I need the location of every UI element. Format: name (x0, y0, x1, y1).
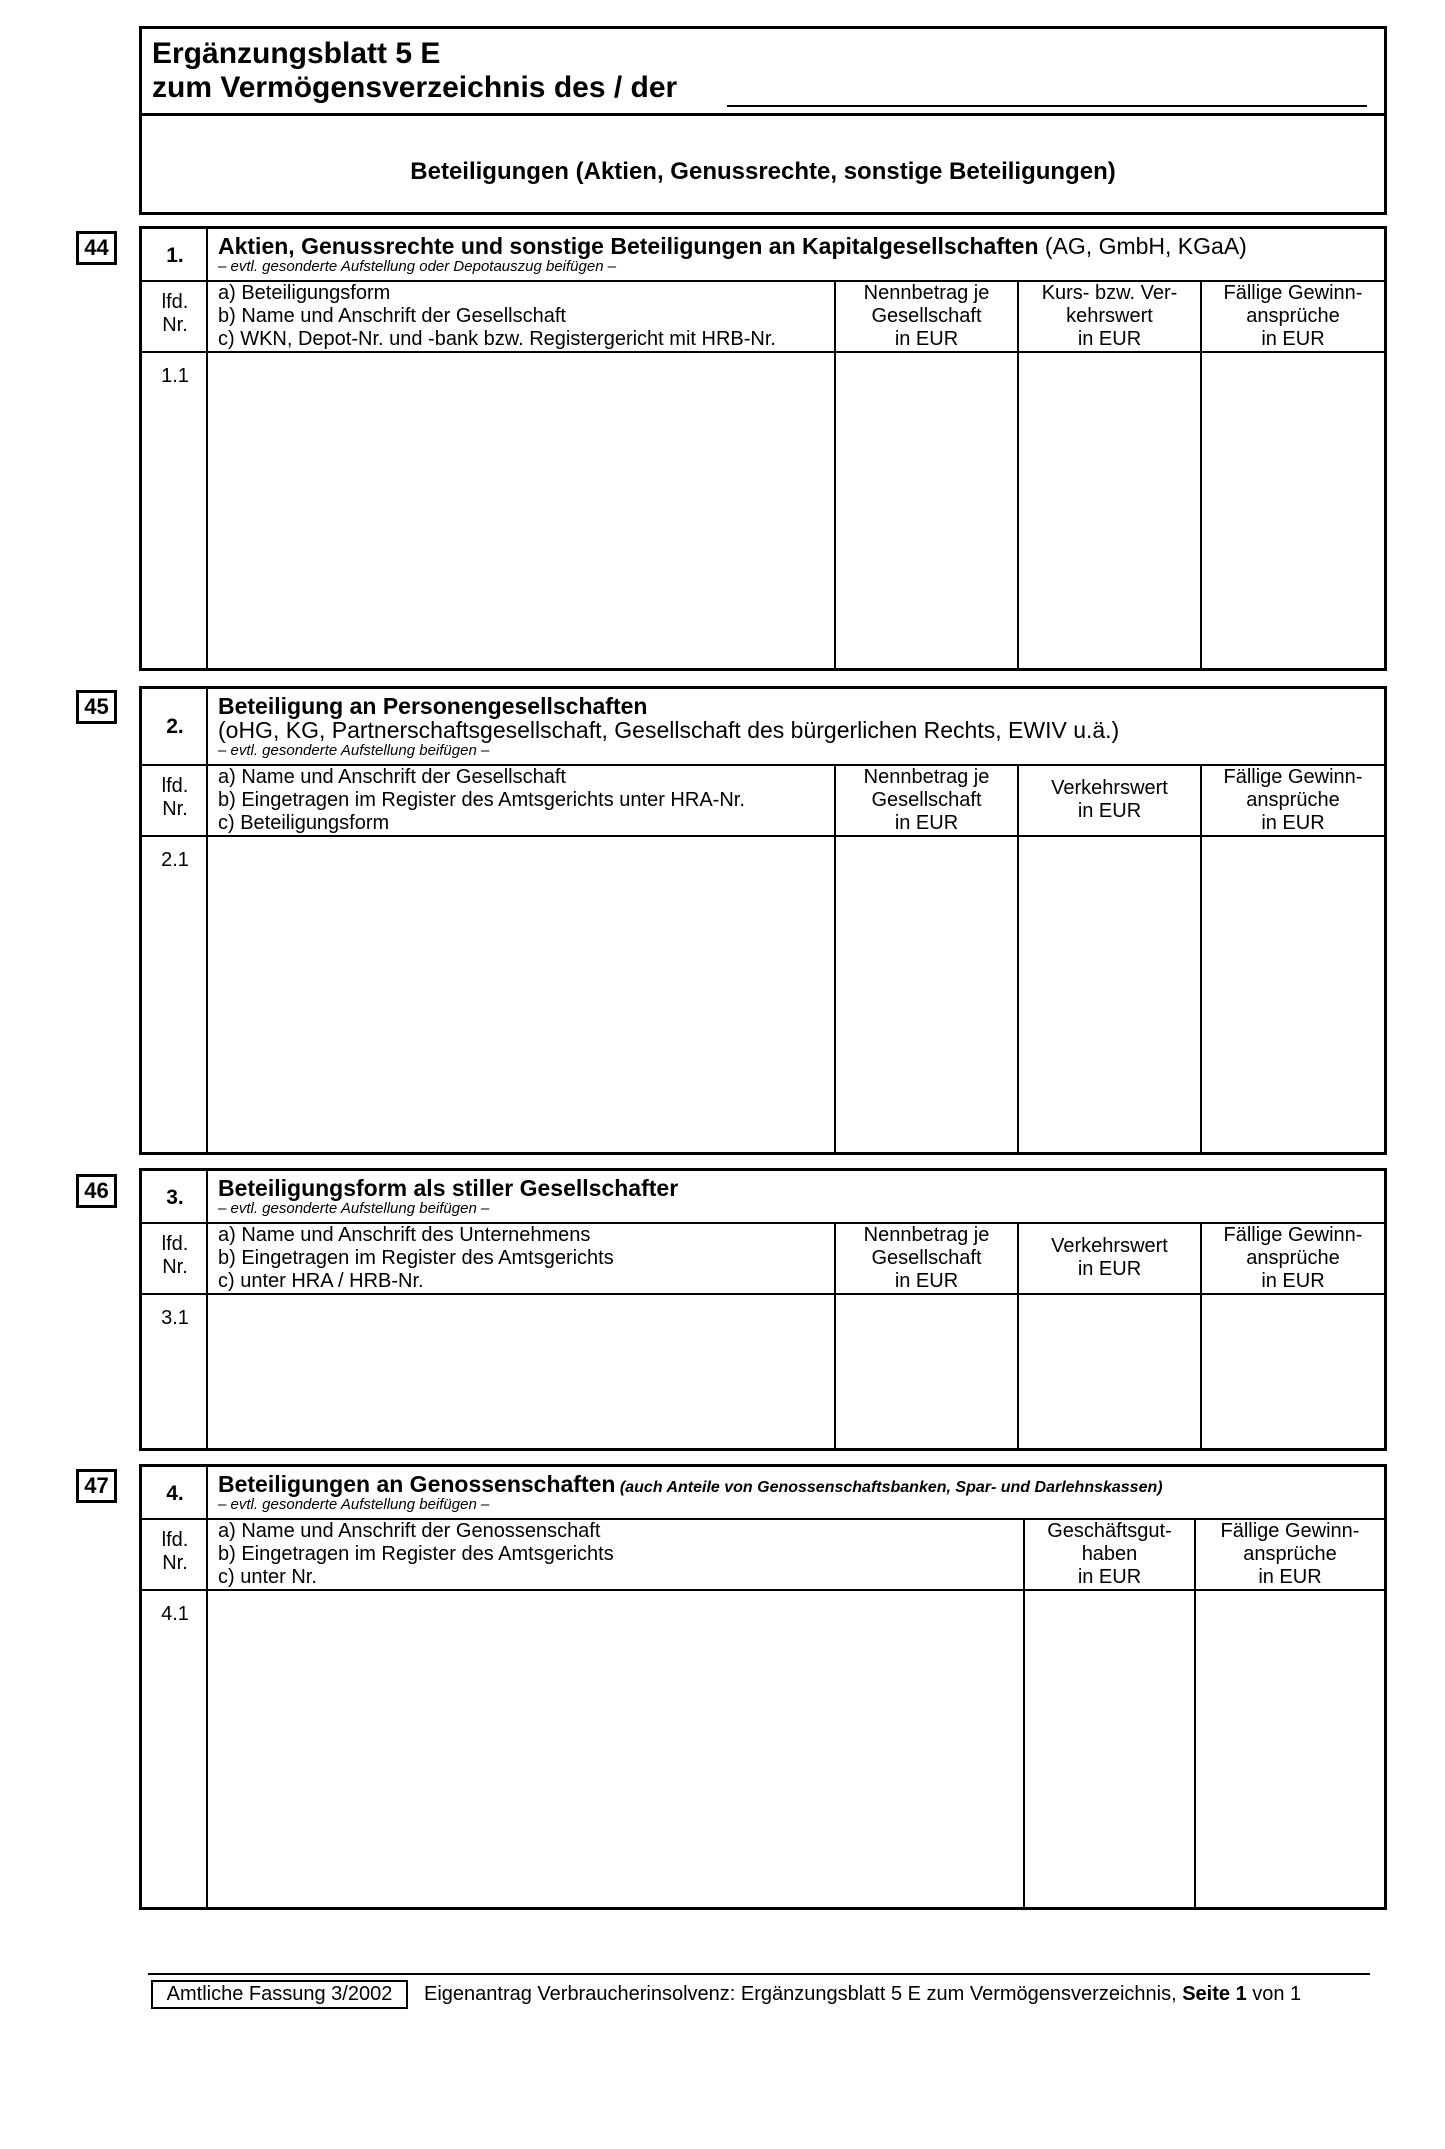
header-line: Geschäftsgut- (1047, 1520, 1172, 1542)
form-title-line2: zum Vermögensverzeichnis des / der (152, 71, 678, 104)
lfd-label: lfd. (161, 1233, 189, 1255)
section-title-bold: Beteiligung an Personengesellschaften (218, 693, 648, 719)
nr-label: Nr. (162, 1256, 188, 1278)
description-header (218, 766, 745, 835)
field-marker-46: 46 (76, 1174, 117, 1208)
section-note: – evtl. gesonderte Aufstellung beifügen – (218, 1200, 490, 1217)
header-line: Gesellschaft (871, 789, 982, 811)
footer-text-end: von 1 (1246, 1983, 1302, 2005)
row-number: 4.1 (161, 1603, 189, 1625)
header-line: Nennbetrag je (863, 282, 990, 304)
divider (1017, 765, 1019, 1152)
header-line: Fällige Gewinn- (1220, 1520, 1360, 1542)
footer-page-label: Seite 1 (1182, 1983, 1247, 2005)
header-line: Fällige Gewinn- (1223, 1224, 1363, 1246)
item-a: a) Name und Anschrift der Gesellschaft (218, 766, 566, 788)
section-title (218, 693, 647, 719)
divider (142, 1293, 1384, 1295)
header-line: haben (1081, 1543, 1138, 1565)
debtor-name-field[interactable] (727, 105, 1367, 107)
divider (142, 1589, 1384, 1591)
item-b: b) Eingetragen im Register des Amtsgerichts unter HRA-Nr. (218, 789, 745, 811)
profit-claims-header (1202, 282, 1384, 351)
lfd-nr-header (142, 1529, 208, 1575)
item-c: c) Beteiligungsform (218, 812, 390, 834)
section-note: – evtl. gesonderte Aufstellung beifügen – (218, 1496, 490, 1513)
section-number: 4. (166, 1482, 184, 1505)
nr-label: Nr. (162, 798, 188, 820)
section-title-bold: Aktien, Genussrechte und sonstige Beteiligungen an Kapitalgesellschaften (218, 233, 1039, 259)
divider (206, 689, 208, 1152)
section-number: 3. (166, 1186, 184, 1209)
divider (142, 835, 1384, 837)
item-c: c) unter HRA / HRB-Nr. (218, 1270, 424, 1292)
lfd-label: lfd. (161, 1529, 189, 1551)
section-number: 1. (166, 244, 184, 267)
header-line: in EUR (1261, 1270, 1325, 1292)
header-line: in EUR (1258, 1566, 1322, 1588)
header-line: kehrswert (1066, 305, 1153, 327)
header-line: in EUR (1261, 328, 1325, 350)
field-marker-44: 44 (76, 231, 117, 265)
item-b: b) Name und Anschrift der Gesellschaft (218, 305, 566, 327)
business-assets-header (1025, 1520, 1194, 1589)
field-marker-45: 45 (76, 690, 117, 724)
nominal-value-header (836, 1224, 1017, 1293)
header-title-area (142, 29, 1384, 116)
header-line: ansprüche (1246, 789, 1340, 811)
section-note: – evtl. gesonderte Aufstellung beifügen – (218, 742, 490, 759)
item-c: c) WKN, Depot-Nr. und -bank bzw. Registergericht mit HRB-Nr. (218, 328, 776, 350)
market-value-header (1019, 777, 1200, 823)
item-b: b) Eingetragen im Register des Amtsgerichts (218, 1543, 614, 1565)
section-title (218, 1175, 678, 1201)
description-header (218, 282, 776, 351)
section-title-bold: Beteiligungen an Genossenschaften (218, 1471, 616, 1497)
header-line: in EUR (1261, 812, 1325, 834)
section-title-bold: Beteiligungsform als stiller Gesellschafter (218, 1175, 679, 1201)
section-cooperatives (139, 1464, 1387, 1910)
header-line: in EUR (894, 812, 959, 834)
header-line: in EUR (894, 328, 959, 350)
form-header (139, 26, 1387, 215)
item-a: a) Name und Anschrift des Unternehmens (218, 1224, 591, 1246)
item-a: a) Beteiligungsform (218, 282, 391, 304)
header-line: Verkehrswert (1051, 777, 1168, 799)
header-line: Gesellschaft (871, 305, 982, 327)
form-title (152, 37, 677, 105)
market-value-header (1019, 1235, 1200, 1281)
nominal-value-header (836, 282, 1017, 351)
header-line: Nennbetrag je (863, 766, 990, 788)
nr-label: Nr. (162, 1552, 188, 1574)
section-note: – evtl. gesonderte Aufstellung oder Depotauszug beifügen – (218, 258, 617, 275)
header-line: in EUR (1077, 1566, 1142, 1588)
nr-label: Nr. (162, 314, 188, 336)
section-title (218, 233, 1247, 259)
header-line: in EUR (894, 1270, 959, 1292)
divider (142, 351, 1384, 353)
header-line: in EUR (1077, 800, 1142, 822)
nominal-value-header (836, 766, 1017, 835)
header-line: Fällige Gewinn- (1223, 282, 1363, 304)
field-marker-47: 47 (76, 1469, 117, 1503)
section-shares (139, 226, 1387, 671)
footer-text (424, 1981, 1301, 2007)
row-number: 2.1 (161, 849, 189, 871)
item-c: c) unter Nr. (218, 1566, 317, 1588)
profit-claims-header (1202, 1224, 1384, 1293)
header-line: ansprüche (1246, 305, 1340, 327)
lfd-nr-header (142, 291, 208, 337)
section-partnerships (139, 686, 1387, 1155)
profit-claims-header (1202, 766, 1384, 835)
form-subtitle: Beteiligungen (Aktien, Genussrechte, sonstige Beteiligungen) (410, 158, 1116, 185)
header-line: in EUR (1077, 1258, 1142, 1280)
header-line: Verkehrswert (1051, 1235, 1168, 1257)
footer-text-start: Eigenantrag Verbraucherinsolvenz: Ergänzungsblatt 5 E zum Vermögensverzeichnis, (424, 1983, 1183, 2005)
header-line: in EUR (1077, 328, 1142, 350)
item-b: b) Eingetragen im Register des Amtsgerichts (218, 1247, 614, 1269)
lfd-label: lfd. (161, 291, 189, 313)
section-number: 2. (166, 715, 184, 738)
header-line: Nennbetrag je (863, 1224, 990, 1246)
lfd-nr-header (142, 775, 208, 821)
header-line: ansprüche (1246, 1247, 1340, 1269)
section-title-normal: (AG, GmbH, KGaA) (1038, 233, 1247, 259)
header-line: ansprüche (1243, 1543, 1337, 1565)
footer-divider (148, 1973, 1370, 1975)
section-title-line2: (oHG, KG, Partnerschaftsgesellschaft, Gesellschaft des bürgerlichen Rechts, EWIV u.ä.) (218, 717, 1120, 743)
form-title-line1: Ergänzungsblatt 5 E (152, 37, 441, 70)
description-header (218, 1520, 614, 1589)
header-line: Fällige Gewinn- (1223, 766, 1363, 788)
profit-claims-header (1196, 1520, 1384, 1589)
row-number: 1.1 (161, 365, 189, 387)
version-stamp: Amtliche Fassung 3/2002 (151, 1980, 408, 2009)
header-line: Kurs- bzw. Ver- (1041, 282, 1178, 304)
section-silent-partner (139, 1168, 1387, 1451)
lfd-nr-header (142, 1233, 208, 1279)
header-line: Gesellschaft (871, 1247, 982, 1269)
lfd-label: lfd. (161, 775, 189, 797)
description-header (218, 1224, 614, 1293)
item-a: a) Name und Anschrift der Genossenschaft (218, 1520, 601, 1542)
market-value-header (1019, 282, 1200, 351)
section-title-small: (auch Anteile von Genossenschaftsbanken, Spar- und Darlehnskassen) (615, 1479, 1163, 1496)
row-number: 3.1 (161, 1307, 189, 1329)
